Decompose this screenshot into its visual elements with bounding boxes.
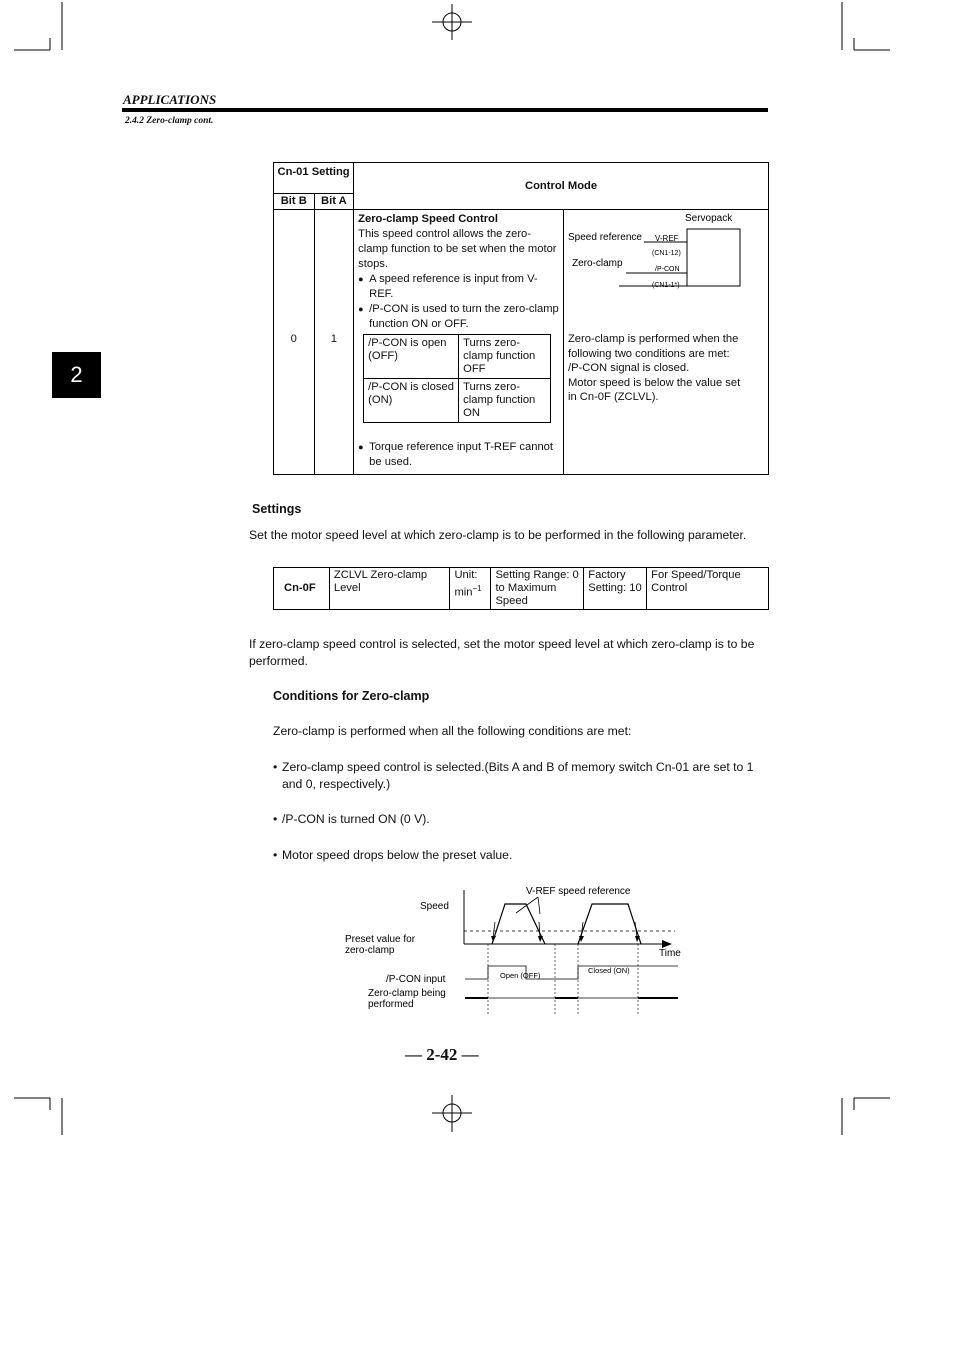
servopack-label: Servopack bbox=[684, 213, 733, 224]
preset-label: Preset value for bbox=[345, 934, 416, 945]
vref-leader bbox=[538, 897, 540, 914]
unit-exponent: −1 bbox=[472, 584, 482, 593]
bit-a-header: Bit A bbox=[314, 194, 354, 210]
settings-intro: Set the motor speed level at which zero-clamp is to be performed in the following parameter. bbox=[249, 528, 747, 542]
time-axis-label: Time bbox=[659, 948, 681, 959]
param-factory: Factory Setting: 10 bbox=[584, 568, 647, 610]
subsection-title: 2.4.2 Zero-clamp cont. bbox=[125, 116, 214, 126]
page-number: — 2-42 — bbox=[405, 1045, 479, 1064]
speed-profile-2 bbox=[578, 904, 641, 944]
paragraph-zero-clamp: If zero-clamp speed control is selected, set the motor speed level at which zero-clamp is to be performed. bbox=[249, 637, 755, 668]
condition-item bbox=[273, 847, 771, 864]
param-unit bbox=[450, 568, 491, 610]
time-axis-arrow bbox=[662, 940, 672, 948]
mode-title: Zero-clamp Speed Control bbox=[358, 213, 499, 225]
pcon-pin-label: /P-CON bbox=[654, 266, 680, 273]
bit-b-header: Bit B bbox=[274, 194, 315, 210]
pcon-input-label: /P-CON input bbox=[386, 974, 446, 985]
diagram-cell bbox=[563, 210, 768, 475]
mode-description-cell bbox=[354, 210, 564, 475]
vref-label: V-REF bbox=[654, 234, 679, 243]
control-mode-header: Control Mode bbox=[354, 163, 769, 210]
param-name: ZCLVL Zero-clamp Level bbox=[329, 568, 450, 610]
closed-on-label: Closed (ON) bbox=[588, 966, 630, 975]
note-line: Motor speed is below the value set bbox=[567, 376, 741, 389]
pcon-open-state: /P-CON is open (OFF) bbox=[364, 335, 459, 379]
note-line: /P-CON signal is closed. bbox=[567, 362, 690, 374]
zero-clamp-note bbox=[568, 332, 766, 405]
bullet-vref: ● A speed reference is input from V-REF. bbox=[358, 272, 559, 302]
servopack-diagram bbox=[564, 210, 768, 290]
cn1-1-label: (CN1-1*) bbox=[651, 282, 680, 289]
conditions-heading: Conditions for Zero-clamp bbox=[273, 689, 430, 703]
arrow bbox=[539, 922, 540, 938]
header-rule bbox=[122, 108, 768, 112]
speed-axis-label: Speed bbox=[420, 901, 449, 912]
bullet-dot: • bbox=[273, 812, 278, 826]
bit-b-value: 0 bbox=[274, 210, 315, 475]
conditions-intro: Zero-clamp is performed when all the following conditions are met: bbox=[273, 724, 632, 738]
condition-text: Motor speed drops below the preset value. bbox=[282, 848, 513, 862]
cn01-setting-header: Cn-01 Setting bbox=[274, 163, 354, 194]
parameter-table bbox=[273, 567, 769, 610]
bullet-tref: ● Torque reference input T-REF cannot be used. bbox=[358, 440, 559, 470]
mode-desc: This speed control allows the zero-clamp function to be set when the motor stops. bbox=[358, 228, 557, 270]
pcon-table bbox=[363, 334, 551, 423]
bullet-pcon: ● /P-CON is used to turn the zero-clamp function ON or OFF. bbox=[358, 302, 559, 332]
pcon-closed-state: /P-CON is closed (ON) bbox=[364, 379, 459, 423]
speed-profile-1 bbox=[492, 904, 545, 944]
preset-label: zero-clamp bbox=[345, 945, 395, 956]
bullet-dot: • bbox=[273, 760, 278, 774]
param-range: Setting Range: 0 to Maximum Speed bbox=[491, 568, 584, 610]
condition-text: /P-CON is turned ON (0 V). bbox=[282, 812, 430, 826]
servopack-box bbox=[687, 229, 740, 286]
settings-heading: Settings bbox=[252, 502, 302, 516]
bullet-dot: • bbox=[273, 848, 278, 862]
zero-clamp-performing-label: Zero-clamp being bbox=[368, 988, 446, 999]
zero-clamp-label: Zero-clamp bbox=[571, 258, 623, 269]
note-line: following two conditions are met: bbox=[567, 347, 730, 360]
control-mode-table bbox=[273, 162, 769, 475]
param-code: Cn-0F bbox=[274, 568, 330, 610]
condition-item bbox=[273, 811, 771, 828]
vref-reference-label: V-REF speed reference bbox=[526, 886, 631, 897]
cn1-12-label: (CN1-12) bbox=[651, 250, 681, 257]
chapter-tab: 2 bbox=[52, 352, 101, 398]
timing-chart bbox=[330, 880, 690, 1020]
note-line: Zero-clamp is performed when the bbox=[567, 333, 739, 345]
condition-text: Zero-clamp speed control is selected.(Bits A and B of memory switch Cn-01 are set to 1 and 0, respectively.) bbox=[282, 760, 754, 791]
pcon-closed-effect: Turns zero-clamp function ON bbox=[459, 379, 551, 423]
open-off-label: Open (OFF) bbox=[500, 971, 541, 980]
param-applies: For Speed/Torque Control bbox=[647, 568, 769, 610]
note-line: in Cn-0F (ZCLVL). bbox=[567, 391, 659, 403]
speed-reference-label: Speed reference bbox=[567, 232, 642, 243]
zero-clamp-performing-label: performed bbox=[368, 999, 414, 1010]
pcon-open-effect: Turns zero-clamp function OFF bbox=[459, 335, 551, 379]
pcon-waveform bbox=[465, 966, 678, 979]
condition-item bbox=[273, 759, 771, 793]
bit-a-value: 1 bbox=[314, 210, 354, 475]
unit-label: Unit: bbox=[454, 569, 478, 581]
unit-value: min bbox=[454, 586, 473, 599]
section-title: APPLICATIONS bbox=[123, 92, 217, 107]
